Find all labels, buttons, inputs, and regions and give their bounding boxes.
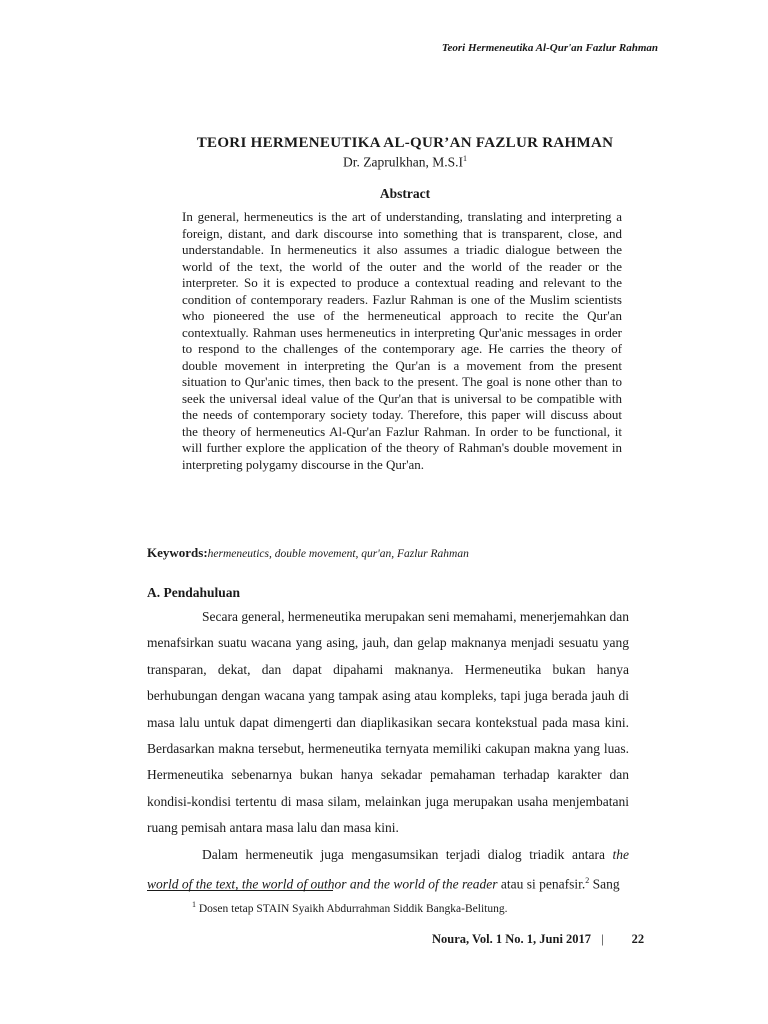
footnote-mark: 1	[192, 900, 196, 909]
running-header: Teori Hermeneutika Al-Qur'an Fazlur Rahman	[441, 42, 658, 54]
paragraph-2-end: Sang	[589, 876, 620, 892]
page-footer	[432, 932, 644, 947]
journal-info: Noura, Vol. 1 No. 1, Juni 2017	[432, 932, 592, 946]
page-number: 22	[631, 932, 645, 946]
paragraph-2-mid: atau si penafsir.	[497, 876, 586, 892]
paragraph-1: Secara general, hermeneutika merupakan seni memahami, menerjemahkan dan menafsirkan suatu wacana yang asing, jauh, dan gelap maknanya menjadi sesuatu yang transparan, dekat, dan dapat dipahami maknanya. Hermeneutika bukan hanya berhubungan dengan wacana yang tampak asing atau kompleks, tapi juga berada jauh di masa lalu untuk dapat dimengerti dan diaplikasikan secara kontekstual pada masa kini. Berdasarkan makna tersebut, hermeneutika ternyata memiliki cakupan makna yang luas. Hermeneutika sebenarnya bukan hanya sekadar pemahaman terhadap karakter dan kondisi-kondisi tertentu di masa silam, melainkan juga merupakan usaha menjembatani ruang pemisah antara masa lalu dan masa kini.	[147, 609, 629, 836]
footnote-divider	[147, 890, 333, 891]
paragraph-2-start: Dalam hermeneutik juga mengasumsikan terjadi dialog triadik antara	[202, 846, 613, 862]
abstract-heading: Abstract	[379, 186, 431, 201]
footnote-text: Dosen tetap STAIN Syaikh Abdurrahman Siddik Bangka-Belitung.	[196, 902, 508, 915]
author-line	[0, 154, 768, 171]
paragraph-2-italic: the world of the text, the world of outhor and the world of the reader	[147, 846, 629, 892]
paper-title: TEORI HERMENEUTIKA AL-QUR’AN FAZLUR RAHMAN	[196, 135, 614, 151]
section-heading: A. Pendahuluan	[147, 585, 241, 600]
keywords-text: hermeneutics, double movement, qur'an, Fazlur Rahman	[207, 548, 469, 560]
author-footnote-mark: 1	[462, 154, 467, 163]
keywords-label: Keywords:	[147, 545, 208, 560]
body-text	[147, 604, 629, 898]
keywords-line	[147, 545, 627, 561]
footer-separator: |	[601, 932, 604, 946]
abstract-text: In general, hermeneutics is the art of understanding, translating and interpreting a foreign, distant, and dark discourse into something that is transparent, close, and understandable. In hermeneutics it also assumes a triadic dialogue between the world of the text, the world of the outer and the world of the reader or the interpreter. So it is expected to produce a contextual reading and relevant to the condition of contemporary readers. Fazlur Rahman is one of the Muslim scientists who pioneered the use of the hermeneutical approach to recite the Qur'an contextually. Rahman uses hermeneutics in interpreting Qur'anic messages in order to respond to the challenges of the contemporary age. He carries the theory of double movement in interpreting the Qur'an is a movement from the present situation to Qur'anic times, then back to the present. The goal is none other than to seek the universal ideal value of the Qur'an that is universal to be compatible with the needs of contemporary society today. Therefore, this paper will discuss about the theory of hermeneutics Al-Qur'an Fazlur Rahman. In order to be functional, it will further explore the application of the theory of Rahman's double movement in interpreting polygamy discourse in the Qur'an.	[182, 209, 622, 472]
paragraph-2-footnote-mark: 2	[585, 876, 590, 886]
footnote	[192, 900, 507, 915]
author-name: Dr. Zaprulkhan, M.S.I	[343, 154, 463, 170]
